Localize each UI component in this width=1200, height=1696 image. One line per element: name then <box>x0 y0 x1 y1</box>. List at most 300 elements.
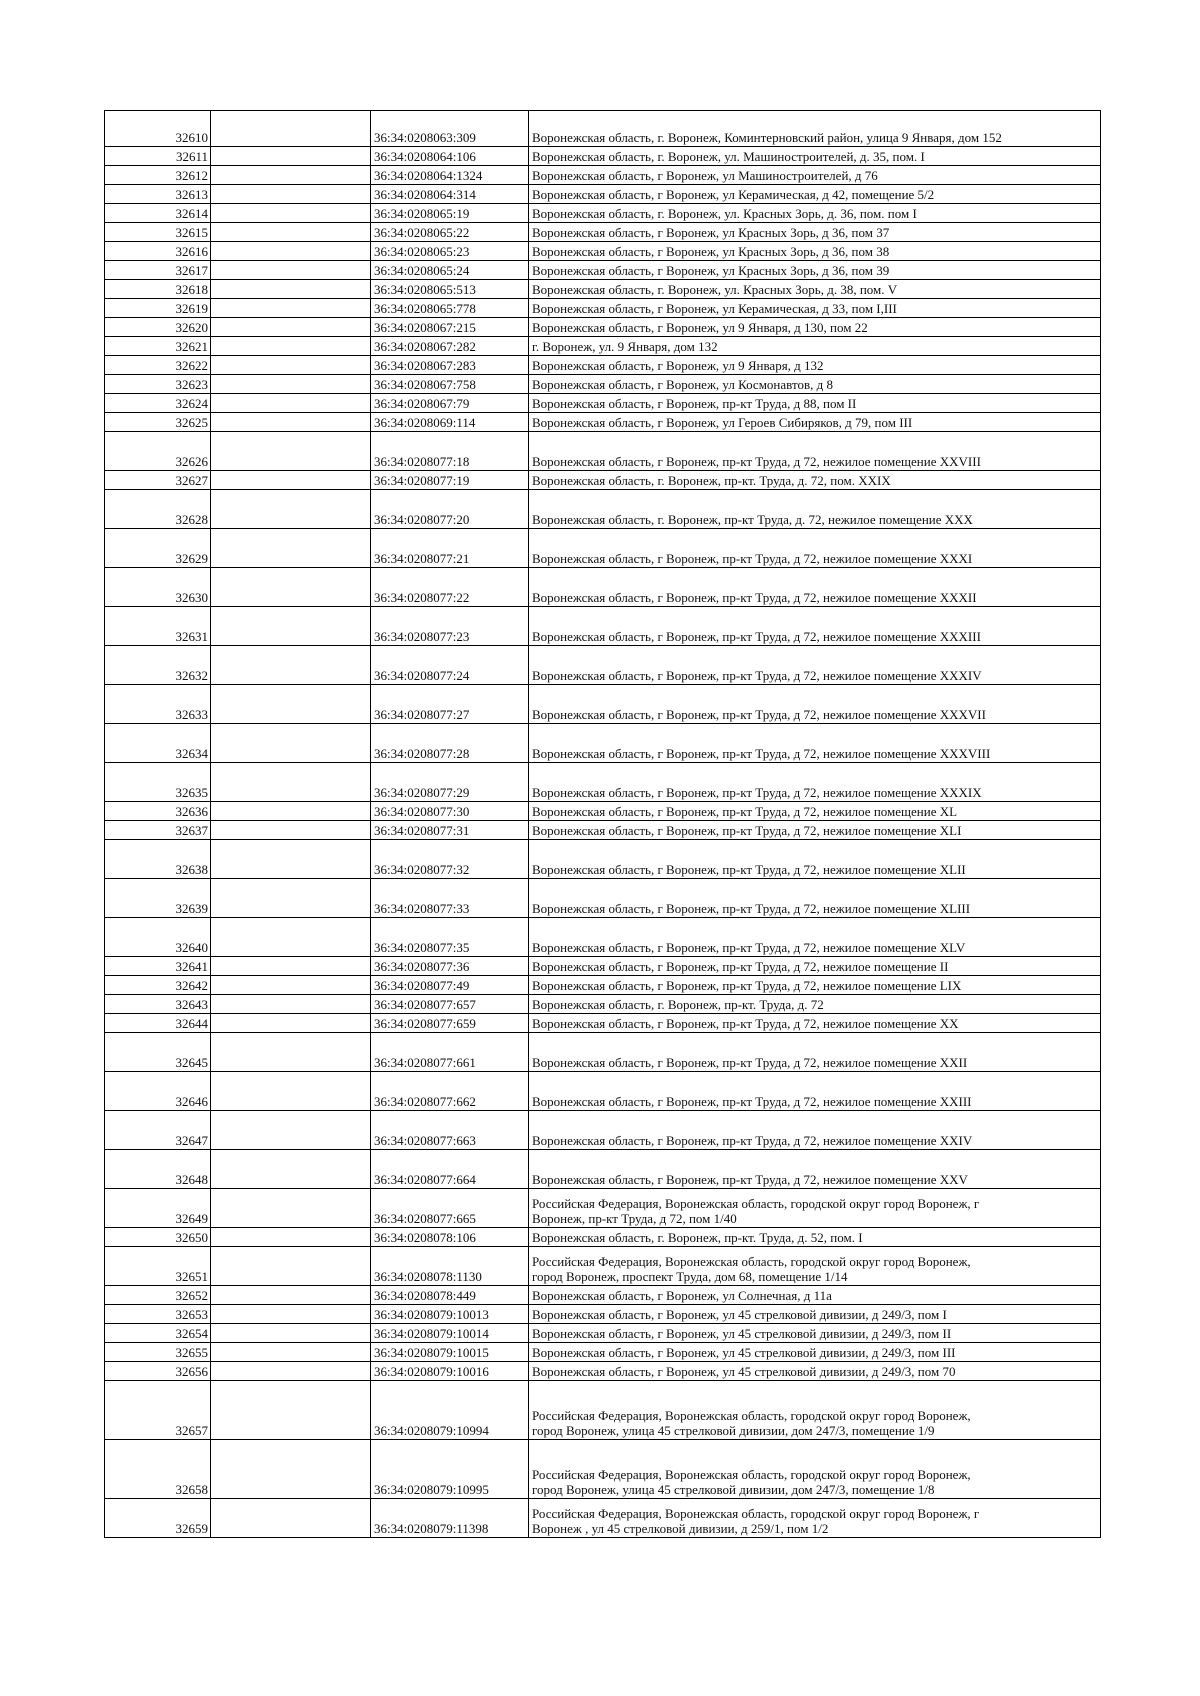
row-number-cell: 32650 <box>105 1228 211 1247</box>
address-cell <box>529 1014 1101 1033</box>
address-line: Воронежская область, г Воронеж, ул Керамическая, д 33, пом I,III <box>532 301 897 316</box>
address-line: Воронежская область, г Воронеж, ул Космонавтов, д 8 <box>532 377 833 392</box>
address-line: Российская Федерация, Воронежская область, городской округ город Воронеж, г <box>532 1196 980 1211</box>
table-row <box>105 802 1101 821</box>
table-row <box>105 568 1101 607</box>
row-number-cell: 32627 <box>105 471 211 490</box>
address-cell <box>529 1286 1101 1305</box>
registry-body <box>105 111 1101 1538</box>
address-line: Воронежская область, г Воронеж, пр-кт Труда, д 72, нежилое помещение II <box>532 959 949 974</box>
address-cell <box>529 299 1101 318</box>
table-row <box>105 1247 1101 1286</box>
address-line: Воронежская область, г Воронеж, пр-кт Труда, д 72, нежилое помещение XXXIII <box>532 629 981 644</box>
row-number-cell: 32629 <box>105 529 211 568</box>
cadastral-number-cell: 36:34:0208067:282 <box>371 337 529 356</box>
cadastral-number-cell: 36:34:0208067:79 <box>371 394 529 413</box>
empty-cell <box>211 1286 371 1305</box>
cadastral-number-cell: 36:34:0208079:11398 <box>371 1499 529 1538</box>
empty-cell <box>211 318 371 337</box>
cadastral-number-cell: 36:34:0208065:19 <box>371 204 529 223</box>
cadastral-number-cell: 36:34:0208079:10995 <box>371 1440 529 1499</box>
cadastral-number-cell: 36:34:0208064:314 <box>371 185 529 204</box>
table-row <box>105 147 1101 166</box>
row-number-cell: 32648 <box>105 1150 211 1189</box>
address-line: Воронежская область, г Воронеж, пр-кт Труда, д 72, нежилое помещение XXIV <box>532 1133 973 1148</box>
row-number-cell: 32643 <box>105 995 211 1014</box>
row-number-cell: 32612 <box>105 166 211 185</box>
table-row <box>105 840 1101 879</box>
row-number-cell: 32652 <box>105 1286 211 1305</box>
cadastral-number-cell: 36:34:0208077:30 <box>371 802 529 821</box>
row-number-cell: 32625 <box>105 413 211 432</box>
address-cell <box>529 1072 1101 1111</box>
table-row <box>105 821 1101 840</box>
empty-cell <box>211 1440 371 1499</box>
row-number-cell: 32619 <box>105 299 211 318</box>
table-row <box>105 918 1101 957</box>
empty-cell <box>211 1381 371 1440</box>
cadastral-number-cell: 36:34:0208077:663 <box>371 1111 529 1150</box>
address-line: Воронежская область, г Воронеж, ул 45 стрелковой дивизии, д 249/3, пом I <box>532 1307 947 1322</box>
cadastral-number-cell: 36:34:0208065:23 <box>371 242 529 261</box>
table-row <box>105 280 1101 299</box>
address-cell <box>529 1247 1101 1286</box>
cadastral-number-cell: 36:34:0208077:19 <box>371 471 529 490</box>
empty-cell <box>211 337 371 356</box>
address-cell <box>529 318 1101 337</box>
row-number-cell: 32617 <box>105 261 211 280</box>
address-line: Воронежская область, г Воронеж, ул Героев Сибиряков, д 79, пом III <box>532 415 913 430</box>
table-row <box>105 1033 1101 1072</box>
table-row <box>105 976 1101 995</box>
address-cell <box>529 204 1101 223</box>
address-line: Воронежская область, г Воронеж, пр-кт Труда, д 72, нежилое помещение XXIII <box>532 1094 972 1109</box>
address-line: Воронежская область, г Воронеж, ул 9 Января, д 132 <box>532 358 824 373</box>
address-line: Воронежская область, г Воронеж, пр-кт Труда, д 72, нежилое помещение XXXII <box>532 590 977 605</box>
empty-cell <box>211 471 371 490</box>
address-cell <box>529 413 1101 432</box>
table-row <box>105 724 1101 763</box>
address-line: Воронежская область, г Воронеж, ул 45 стрелковой дивизии, д 249/3, пом 70 <box>532 1364 956 1379</box>
row-number-cell: 32645 <box>105 1033 211 1072</box>
cadastral-number-cell: 36:34:0208079:10016 <box>371 1362 529 1381</box>
empty-cell <box>211 223 371 242</box>
table-row <box>105 1150 1101 1189</box>
address-cell <box>529 1324 1101 1343</box>
row-number-cell: 32641 <box>105 957 211 976</box>
row-number-cell: 32622 <box>105 356 211 375</box>
address-cell <box>529 1362 1101 1381</box>
empty-cell <box>211 802 371 821</box>
empty-cell <box>211 394 371 413</box>
row-number-cell: 32656 <box>105 1362 211 1381</box>
table-row <box>105 185 1101 204</box>
property-registry-table <box>104 110 1101 1538</box>
row-number-cell: 32634 <box>105 724 211 763</box>
empty-cell <box>211 1499 371 1538</box>
row-number-cell: 32635 <box>105 763 211 802</box>
address-line: Воронежская область, г Воронеж, пр-кт Труда, д 88, пом II <box>532 396 857 411</box>
empty-cell <box>211 490 371 529</box>
address-cell <box>529 607 1101 646</box>
address-cell <box>529 685 1101 724</box>
table-row <box>105 223 1101 242</box>
row-number-cell: 32610 <box>105 111 211 147</box>
empty-cell <box>211 1111 371 1150</box>
empty-cell <box>211 976 371 995</box>
table-row <box>105 261 1101 280</box>
empty-cell <box>211 1150 371 1189</box>
table-row <box>105 1014 1101 1033</box>
address-line: Воронежская область, г Воронеж, пр-кт Труда, д 72, нежилое помещение LIX <box>532 978 962 993</box>
empty-cell <box>211 646 371 685</box>
empty-cell <box>211 568 371 607</box>
empty-cell <box>211 1189 371 1228</box>
cadastral-number-cell: 36:34:0208077:657 <box>371 995 529 1014</box>
row-number-cell: 32659 <box>105 1499 211 1538</box>
table-row <box>105 413 1101 432</box>
empty-cell <box>211 1324 371 1343</box>
cadastral-number-cell: 36:34:0208078:1130 <box>371 1247 529 1286</box>
address-line: город Воронеж, улица 45 стрелковой дивизии, дом 247/3, помещение 1/9 <box>532 1423 935 1438</box>
empty-cell <box>211 375 371 394</box>
address-line: Воронеж, пр-кт Труда, д 72, пом 1/40 <box>532 1211 737 1226</box>
address-cell <box>529 1111 1101 1150</box>
table-row <box>105 957 1101 976</box>
cadastral-number-cell: 36:34:0208067:758 <box>371 375 529 394</box>
cadastral-number-cell: 36:34:0208077:29 <box>371 763 529 802</box>
table-row <box>105 879 1101 918</box>
empty-cell <box>211 957 371 976</box>
address-cell <box>529 337 1101 356</box>
cadastral-number-cell: 36:34:0208077:659 <box>371 1014 529 1033</box>
address-cell <box>529 529 1101 568</box>
empty-cell <box>211 432 371 471</box>
address-cell <box>529 394 1101 413</box>
row-number-cell: 32630 <box>105 568 211 607</box>
address-cell <box>529 185 1101 204</box>
table-row <box>105 1440 1101 1499</box>
table-row <box>105 471 1101 490</box>
cadastral-number-cell: 36:34:0208077:22 <box>371 568 529 607</box>
row-number-cell: 32611 <box>105 147 211 166</box>
table-row <box>105 394 1101 413</box>
address-line: г. Воронеж, ул. 9 Января, дом 132 <box>532 339 718 354</box>
empty-cell <box>211 1247 371 1286</box>
row-number-cell: 32642 <box>105 976 211 995</box>
cadastral-number-cell: 36:34:0208079:10014 <box>371 1324 529 1343</box>
empty-cell <box>211 166 371 185</box>
row-number-cell: 32646 <box>105 1072 211 1111</box>
table-row <box>105 1324 1101 1343</box>
address-cell <box>529 261 1101 280</box>
cadastral-number-cell: 36:34:0208077:23 <box>371 607 529 646</box>
address-line: Воронежская область, г Воронеж, пр-кт Труда, д 72, нежилое помещение XLV <box>532 940 966 955</box>
table-row <box>105 337 1101 356</box>
address-line: Воронежская область, г Воронеж, ул Машиностроителей, д 76 <box>532 168 878 183</box>
row-number-cell: 32639 <box>105 879 211 918</box>
table-row <box>105 299 1101 318</box>
address-line: Воронежская область, г Воронеж, пр-кт Труда, д 72, нежилое помещение XL <box>532 804 958 819</box>
cadastral-number-cell: 36:34:0208077:35 <box>371 918 529 957</box>
address-line: Воронежская область, г Воронеж, ул Красных Зорь, д 36, пом 37 <box>532 225 890 240</box>
address-line: Воронежская область, г Воронеж, пр-кт Труда, д 72, нежилое помещение XXXIX <box>532 785 982 800</box>
address-cell <box>529 1499 1101 1538</box>
cadastral-number-cell: 36:34:0208077:31 <box>371 821 529 840</box>
table-row <box>105 607 1101 646</box>
address-line: Воронежская область, г. Воронеж, ул. Красных Зорь, д. 36, пом. пом I <box>532 206 917 221</box>
row-number-cell: 32653 <box>105 1305 211 1324</box>
table-row <box>105 685 1101 724</box>
cadastral-number-cell: 36:34:0208065:513 <box>371 280 529 299</box>
row-number-cell: 32632 <box>105 646 211 685</box>
row-number-cell: 32614 <box>105 204 211 223</box>
empty-cell <box>211 185 371 204</box>
table-row <box>105 166 1101 185</box>
table-row <box>105 995 1101 1014</box>
row-number-cell: 32638 <box>105 840 211 879</box>
address-cell <box>529 821 1101 840</box>
address-cell <box>529 111 1101 147</box>
row-number-cell: 32637 <box>105 821 211 840</box>
address-line: Воронежская область, г Воронеж, пр-кт Труда, д 72, нежилое помещение XXXVIII <box>532 746 991 761</box>
empty-cell <box>211 879 371 918</box>
address-cell <box>529 1150 1101 1189</box>
empty-cell <box>211 763 371 802</box>
address-line: Воронежская область, г Воронеж, пр-кт Труда, д 72, нежилое помещение XXXI <box>532 551 973 566</box>
address-line: Воронежская область, г Воронеж, пр-кт Труда, д 72, нежилое помещение XX <box>532 1016 959 1031</box>
address-cell <box>529 976 1101 995</box>
row-number-cell: 32647 <box>105 1111 211 1150</box>
cadastral-number-cell: 36:34:0208079:10015 <box>371 1343 529 1362</box>
address-line: город Воронеж, улица 45 стрелковой дивизии, дом 247/3, помещение 1/8 <box>532 1482 935 1497</box>
row-number-cell: 32624 <box>105 394 211 413</box>
empty-cell <box>211 1014 371 1033</box>
table-row <box>105 1343 1101 1362</box>
row-number-cell: 32640 <box>105 918 211 957</box>
address-cell <box>529 375 1101 394</box>
address-cell <box>529 223 1101 242</box>
row-number-cell: 32620 <box>105 318 211 337</box>
row-number-cell: 32623 <box>105 375 211 394</box>
cadastral-number-cell: 36:34:0208077:33 <box>371 879 529 918</box>
table-row <box>105 646 1101 685</box>
address-line: Воронежская область, г. Воронеж, пр-кт. Труда, д. 72, пом. XXIX <box>532 473 891 488</box>
empty-cell <box>211 918 371 957</box>
cadastral-number-cell: 36:34:0208065:24 <box>371 261 529 280</box>
address-cell <box>529 242 1101 261</box>
empty-cell <box>211 607 371 646</box>
table-row <box>105 1381 1101 1440</box>
row-number-cell: 32655 <box>105 1343 211 1362</box>
empty-cell <box>211 413 371 432</box>
cadastral-number-cell: 36:34:0208077:36 <box>371 957 529 976</box>
empty-cell <box>211 1033 371 1072</box>
empty-cell <box>211 1305 371 1324</box>
address-line: Воронежская область, г Воронеж, пр-кт Труда, д 72, нежилое помещение XXV <box>532 1172 968 1187</box>
address-line: Воронежская область, г Воронеж, ул Красных Зорь, д 36, пом 39 <box>532 263 890 278</box>
address-line: Воронежская область, г Воронеж, пр-кт Труда, д 72, нежилое помещение XXVIII <box>532 454 981 469</box>
table-row <box>105 1305 1101 1324</box>
cadastral-number-cell: 36:34:0208064:106 <box>371 147 529 166</box>
address-cell <box>529 995 1101 1014</box>
cadastral-number-cell: 36:34:0208077:661 <box>371 1033 529 1072</box>
cadastral-number-cell: 36:34:0208079:10013 <box>371 1305 529 1324</box>
address-line: Воронежская область, г Воронеж, пр-кт Труда, д 72, нежилое помещение XXII <box>532 1055 968 1070</box>
row-number-cell: 32618 <box>105 280 211 299</box>
address-line: Воронеж , ул 45 стрелковой дивизии, д 259/1, пом 1/2 <box>532 1521 829 1536</box>
cadastral-number-cell: 36:34:0208067:215 <box>371 318 529 337</box>
empty-cell <box>211 356 371 375</box>
table-row <box>105 356 1101 375</box>
table-row <box>105 1499 1101 1538</box>
empty-cell <box>211 840 371 879</box>
address-line: Воронежская область, г Воронеж, пр-кт Труда, д 72, нежилое помещение XXXIV <box>532 668 982 683</box>
cadastral-number-cell: 36:34:0208079:10994 <box>371 1381 529 1440</box>
row-number-cell: 32658 <box>105 1440 211 1499</box>
row-number-cell: 32633 <box>105 685 211 724</box>
empty-cell <box>211 299 371 318</box>
address-cell <box>529 147 1101 166</box>
empty-cell <box>211 724 371 763</box>
cadastral-number-cell: 36:34:0208065:22 <box>371 223 529 242</box>
cadastral-number-cell: 36:34:0208077:664 <box>371 1150 529 1189</box>
cadastral-number-cell: 36:34:0208077:49 <box>371 976 529 995</box>
row-number-cell: 32626 <box>105 432 211 471</box>
empty-cell <box>211 204 371 223</box>
cadastral-number-cell: 36:34:0208065:778 <box>371 299 529 318</box>
address-cell <box>529 1189 1101 1228</box>
address-cell <box>529 471 1101 490</box>
address-line: Российская Федерация, Воронежская область, городской округ город Воронеж, г <box>532 1506 980 1521</box>
address-cell <box>529 879 1101 918</box>
address-line: Российская Федерация, Воронежская область, городской округ город Воронеж, <box>532 1254 971 1269</box>
address-line: Воронежская область, г. Воронеж, Коминтерновский район, улица 9 Января, дом 152 <box>532 130 1002 145</box>
cadastral-number-cell: 36:34:0208077:20 <box>371 490 529 529</box>
address-cell <box>529 280 1101 299</box>
address-line: Воронежская область, г Воронеж, пр-кт Труда, д 72, нежилое помещение XLII <box>532 862 966 877</box>
empty-cell <box>211 1362 371 1381</box>
cadastral-number-cell: 36:34:0208077:24 <box>371 646 529 685</box>
address-line: Воронежская область, г Воронеж, ул Красных Зорь, д 36, пом 38 <box>532 244 890 259</box>
empty-cell <box>211 529 371 568</box>
address-cell <box>529 1381 1101 1440</box>
address-cell <box>529 432 1101 471</box>
address-cell <box>529 1305 1101 1324</box>
address-line: Воронежская область, г Воронеж, ул Солнечная, д 11а <box>532 1288 832 1303</box>
row-number-cell: 32649 <box>105 1189 211 1228</box>
empty-cell <box>211 1343 371 1362</box>
address-line: Воронежская область, г Воронеж, ул Керамическая, д 42, помещение 5/2 <box>532 187 935 202</box>
row-number-cell: 32613 <box>105 185 211 204</box>
address-line: Воронежская область, г Воронеж, ул 45 стрелковой дивизии, д 249/3, пом II <box>532 1326 952 1341</box>
address-line: Воронежская область, г. Воронеж, ул. Машиностроителей, д. 35, пом. I <box>532 149 925 164</box>
table-row <box>105 242 1101 261</box>
address-line: Воронежская область, г Воронеж, пр-кт Труда, д 72, нежилое помещение XXXVII <box>532 707 986 722</box>
cadastral-number-cell: 36:34:0208077:28 <box>371 724 529 763</box>
address-cell <box>529 802 1101 821</box>
cadastral-number-cell: 36:34:0208069:114 <box>371 413 529 432</box>
empty-cell <box>211 1228 371 1247</box>
address-line: Воронежская область, г Воронеж, пр-кт Труда, д 72, нежилое помещение XLI <box>532 823 962 838</box>
address-cell <box>529 356 1101 375</box>
address-line: Воронежская область, г. Воронеж, пр-кт. Труда, д. 72 <box>532 997 824 1012</box>
empty-cell <box>211 1072 371 1111</box>
cadastral-number-cell: 36:34:0208077:665 <box>371 1189 529 1228</box>
empty-cell <box>211 995 371 1014</box>
address-line: Воронежская область, г Воронеж, пр-кт Труда, д 72, нежилое помещение XLIII <box>532 901 971 916</box>
table-row <box>105 529 1101 568</box>
cadastral-number-cell: 36:34:0208078:106 <box>371 1228 529 1247</box>
address-cell <box>529 646 1101 685</box>
row-number-cell: 32631 <box>105 607 211 646</box>
table-row <box>105 111 1101 147</box>
address-cell <box>529 490 1101 529</box>
table-row <box>105 375 1101 394</box>
table-row <box>105 1072 1101 1111</box>
address-line: город Воронеж, проспект Труда, дом 68, помещение 1/14 <box>532 1269 848 1284</box>
address-cell <box>529 840 1101 879</box>
address-line: Российская Федерация, Воронежская область, городской округ город Воронеж, <box>532 1467 971 1482</box>
table-row <box>105 1228 1101 1247</box>
table-row <box>105 1286 1101 1305</box>
address-line: Воронежская область, г Воронеж, ул 9 Января, д 130, пом 22 <box>532 320 868 335</box>
table-row <box>105 490 1101 529</box>
row-number-cell: 32651 <box>105 1247 211 1286</box>
address-cell <box>529 918 1101 957</box>
cadastral-number-cell: 36:34:0208063:309 <box>371 111 529 147</box>
cadastral-number-cell: 36:34:0208064:1324 <box>371 166 529 185</box>
row-number-cell: 32636 <box>105 802 211 821</box>
row-number-cell: 32615 <box>105 223 211 242</box>
table-row <box>105 432 1101 471</box>
empty-cell <box>211 280 371 299</box>
empty-cell <box>211 261 371 280</box>
address-cell <box>529 1033 1101 1072</box>
row-number-cell: 32621 <box>105 337 211 356</box>
row-number-cell: 32657 <box>105 1381 211 1440</box>
table-row <box>105 763 1101 802</box>
empty-cell <box>211 821 371 840</box>
address-cell <box>529 957 1101 976</box>
address-cell <box>529 166 1101 185</box>
address-cell <box>529 1440 1101 1499</box>
row-number-cell: 32644 <box>105 1014 211 1033</box>
cadastral-number-cell: 36:34:0208077:32 <box>371 840 529 879</box>
address-line: Воронежская область, г. Воронеж, пр-кт. Труда, д. 52, пом. I <box>532 1230 863 1245</box>
address-cell <box>529 724 1101 763</box>
table-row <box>105 1111 1101 1150</box>
address-cell <box>529 1343 1101 1362</box>
cadastral-number-cell: 36:34:0208067:283 <box>371 356 529 375</box>
cadastral-number-cell: 36:34:0208077:27 <box>371 685 529 724</box>
cadastral-number-cell: 36:34:0208078:449 <box>371 1286 529 1305</box>
table-row <box>105 204 1101 223</box>
row-number-cell: 32616 <box>105 242 211 261</box>
table-row <box>105 1362 1101 1381</box>
address-line: Воронежская область, г. Воронеж, пр-кт Труда, д. 72, нежилое помещение XXX <box>532 512 973 527</box>
address-line: Российская Федерация, Воронежская область, городской округ город Воронеж, <box>532 1408 971 1423</box>
address-cell <box>529 763 1101 802</box>
empty-cell <box>211 685 371 724</box>
address-line: Воронежская область, г Воронеж, ул 45 стрелковой дивизии, д 249/3, пом III <box>532 1345 956 1360</box>
address-line: Воронежская область, г. Воронеж, ул. Красных Зорь, д. 38, пом. V <box>532 282 898 297</box>
empty-cell <box>211 147 371 166</box>
address-cell <box>529 1228 1101 1247</box>
row-number-cell: 32628 <box>105 490 211 529</box>
empty-cell <box>211 242 371 261</box>
empty-cell <box>211 111 371 147</box>
